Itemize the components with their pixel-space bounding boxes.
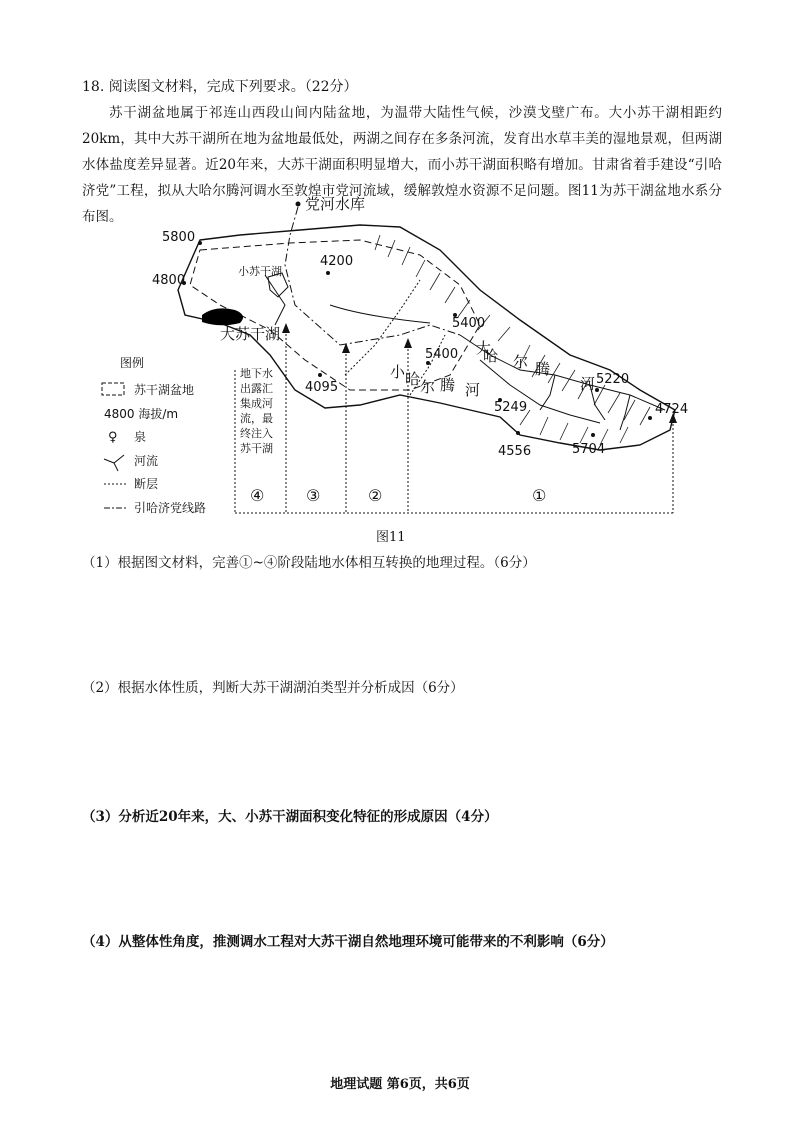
big-river-char-3: 尔: [513, 353, 529, 371]
elevation-5400-a: 5400: [452, 316, 486, 331]
big-river-char-4: 腾: [535, 360, 551, 378]
question-2: （2）根据水体性质，判断大苏干湖湖泊类型并分析成因（6分）: [82, 680, 464, 696]
elevation-5800: 5800: [162, 230, 196, 245]
elevation-4724: 4724: [655, 402, 689, 417]
legend-item-transfer: 引哈济党线路: [134, 501, 207, 515]
elevation-4800: 4800: [152, 273, 186, 288]
legend: [102, 355, 206, 515]
small-river-char-4: 腾: [440, 376, 456, 394]
small-river-char-5: 河: [465, 381, 481, 399]
elevation-5249: 5249: [494, 400, 528, 415]
figure-caption: 图11: [376, 530, 406, 545]
stage4-note-line-3: 集成河: [240, 397, 273, 410]
figure-11-map: [100, 195, 700, 525]
fault-line-1: [345, 280, 420, 375]
rivers: [265, 275, 665, 430]
stage-4-label: ④: [250, 486, 265, 505]
small-river-char-2: 哈: [405, 370, 421, 388]
elevation-5704: 5704: [572, 442, 606, 457]
big-river-char-1: 大: [476, 339, 492, 357]
reservoir-dot: [296, 202, 301, 207]
small-river-char-3: 尔: [420, 378, 436, 396]
stage-2-label: ②: [368, 486, 383, 505]
stage4-note-line-6: 苏干湖: [240, 442, 273, 455]
legend-basin-icon: [102, 383, 124, 395]
big-river-char-5: 河: [580, 375, 596, 393]
stage-1-label: ①: [532, 486, 547, 505]
legend-item-spring: 泉: [134, 430, 147, 444]
stage-3-label: ③: [306, 486, 321, 505]
stage4-note-line-2: 出露汇: [240, 382, 273, 395]
stage4-note: [240, 366, 273, 455]
elevation-4095: 4095: [305, 380, 339, 395]
elevation-4200: 4200: [320, 254, 354, 269]
legend-item-elevation: 4800 海拔/m: [104, 407, 179, 421]
legend-item-river: 河流: [134, 454, 159, 468]
stage4-note-line-5: 终注入: [240, 427, 273, 440]
legend-item-fault: 断层: [134, 477, 159, 491]
reservoir-label: 党河水库: [305, 195, 366, 213]
legend-item-basin: 苏干湖盆地: [134, 383, 195, 397]
small-river-char-1: 小: [390, 363, 406, 381]
stage4-note-line-1: 地下水: [240, 367, 273, 380]
transfer-route: [285, 207, 460, 345]
material-paragraph: 苏干湖盆地属于祁连山西段山间内陆盆地，为温带大陆性气候，沙漠戈壁广布。大小苏干湖相距约20km，其中大苏干湖所在地为盆地最低处，两湖之间存在多条河流，发育出水草丰美的湿地景观，但两湖水体盐度差异显著。近20年来，大苏干湖面积明显增大，而小苏干湖面积略有增加。甘肃省着手建设“引哈济党”工程，拟从大哈尔腾河调水至敦煌市党河流域，缓解敦煌水资源不足问题。图11为苏干湖盆地水系分布图。: [82, 105, 722, 225]
page-footer: 地理试题 第6页，共6页: [330, 1077, 470, 1092]
question-4: （4）从整体性角度，推测调水工程对大苏干湖自然地理环境可能带来的不利影响（6分）: [82, 934, 614, 950]
question-3: （3）分析近20年来，大、小苏干湖面积变化特征的形成原因（4分）: [82, 809, 498, 825]
elevation-4556: 4556: [498, 444, 532, 459]
map-svg: [100, 195, 700, 525]
question-1: （1）根据图文材料，完善①~④阶段陆地水体相互转换的地理过程。（6分）: [82, 555, 536, 571]
big-sugan-lake-shape: [202, 308, 243, 325]
big-river-char-2: 哈: [483, 347, 499, 365]
question-title: 18. 阅读图文材料，完成下列要求。（22分）: [82, 79, 358, 95]
small-sugan-lake-label: 小苏干湖: [238, 265, 282, 278]
big-sugan-lake-label: 大苏干湖: [220, 325, 281, 343]
elevation-5400-b: 5400: [425, 347, 459, 362]
spring-icon: ♀: [108, 430, 118, 445]
elevation-5220: 5220: [596, 372, 630, 387]
legend-title: 图例: [120, 356, 145, 370]
river-icon: [104, 455, 124, 471]
stage4-note-line-4: 流，最: [240, 412, 273, 425]
